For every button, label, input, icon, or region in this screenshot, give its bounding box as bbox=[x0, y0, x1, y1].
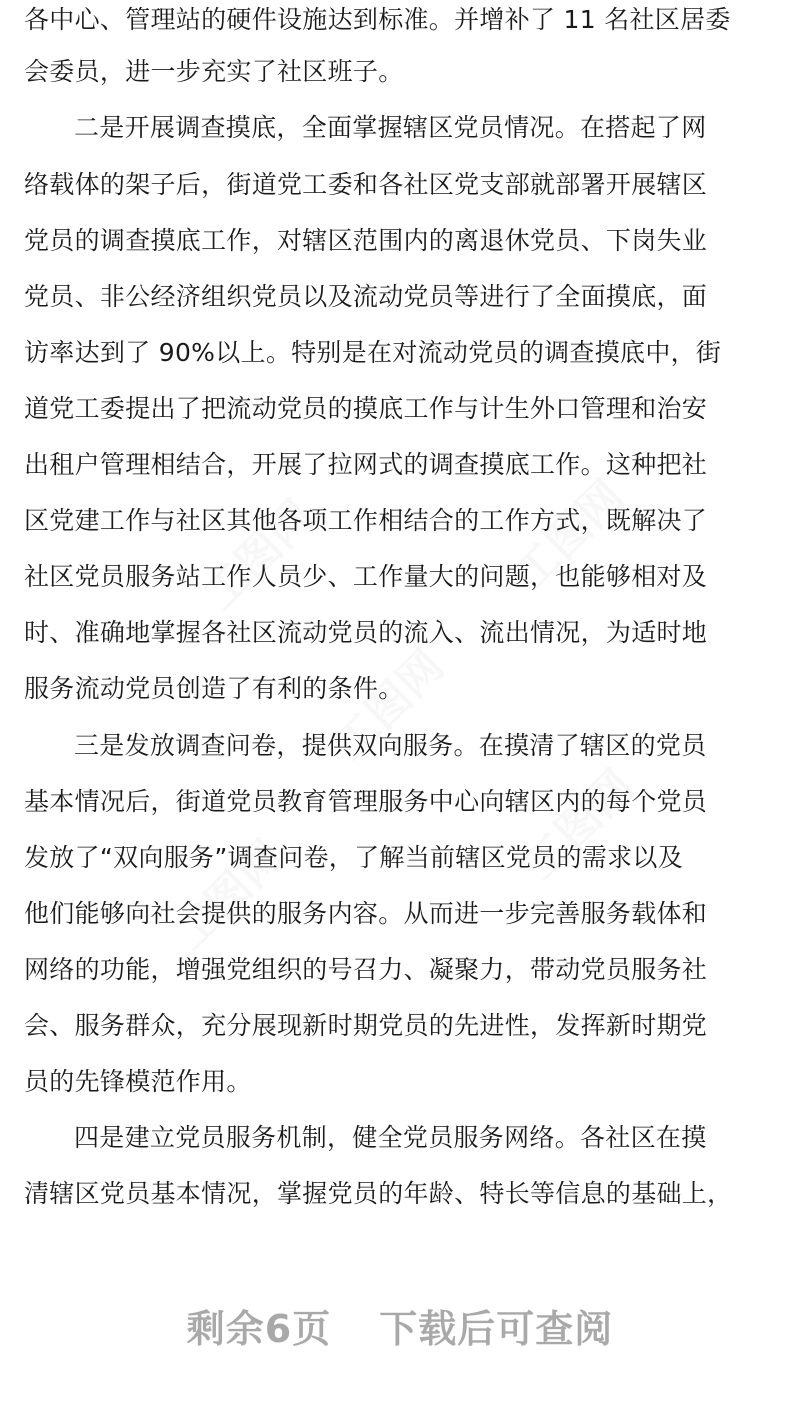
watermark: 工图网 bbox=[324, 640, 454, 770]
text-line: 清辖区党员基本情况，掌握党员的年龄、特长等信息的基础上， bbox=[24, 1179, 733, 1208]
paragraph-start-line: 二是开展调查摸底，全面掌握辖区党员情况。在搭起了网 bbox=[74, 113, 707, 142]
text-line: 会、服务群众，充分展现新时期党员的先进性，发挥新时期党 bbox=[24, 1011, 708, 1040]
text-line: 基本情况后，街道党员教育管理服务中心向辖区内的每个党员 bbox=[24, 787, 708, 816]
text-line: 区党建工作与社区其他各项工作相结合的工作方式，既解决了 bbox=[24, 506, 708, 535]
text-line: 时、准确地掌握各社区流动党员的流入、流出情况，为适时地 bbox=[24, 618, 708, 647]
text-line: 访率达到了 90%以上。特别是在对流动党员的调查摸底中，街 bbox=[24, 338, 722, 367]
text-line: 社区党员服务站工作人员少、工作量大的问题，也能够相对及 bbox=[24, 562, 708, 591]
text-line: 党员的调查摸底工作，对辖区范围内的离退休党员、下岗失业 bbox=[24, 226, 708, 255]
text-line: 出租户管理相结合，开展了拉网式的调查摸底工作。这种把社 bbox=[24, 450, 708, 479]
text-line: 发放了“双向服务”调查问卷，了解当前辖区党员的需求以及 bbox=[24, 843, 684, 872]
watermark: 工图网 bbox=[164, 830, 294, 960]
paragraph-start-line: 四是建立党员服务机制，健全党员服务网络。各社区在摸 bbox=[74, 1123, 707, 1152]
text-line: 员的先锋模范作用。 bbox=[24, 1067, 252, 1096]
text-line: 服务流动党员创造了有利的条件。 bbox=[24, 674, 404, 703]
text-line: 各中心、管理站的硬件设施达到标准。并增补了 11 名社区居委 bbox=[24, 5, 731, 34]
text-line: 他们能够向社会提供的服务内容。从而进一步完善服务载体和 bbox=[24, 899, 708, 928]
watermark: 工图网 bbox=[194, 490, 324, 620]
text-line: 道党工委提出了把流动党员的摸底工作与计生外口管理和治安 bbox=[24, 394, 708, 423]
paragraph-start-line: 三是发放调查问卷，提供双向服务。在摸清了辖区的党员 bbox=[74, 731, 707, 760]
text-line: 党员、非公经济组织党员以及流动党员等进行了全面摸底，面 bbox=[24, 282, 708, 311]
download-hint-label: 下载后可查阅 bbox=[379, 1307, 614, 1351]
watermark: 工图网 bbox=[514, 760, 644, 890]
text-line: 络载体的架子后，街道党工委和各社区党支部就部署开展辖区 bbox=[24, 170, 708, 199]
download-banner[interactable] bbox=[0, 1298, 800, 1358]
remaining-pages-label: 剩余6页 bbox=[186, 1307, 332, 1351]
text-line: 会委员，进一步充实了社区班子。 bbox=[24, 57, 404, 86]
text-line: 网络的功能，增强党组织的号召力、凝聚力，带动党员服务社 bbox=[24, 955, 708, 984]
watermark: 工图网 bbox=[504, 470, 634, 600]
